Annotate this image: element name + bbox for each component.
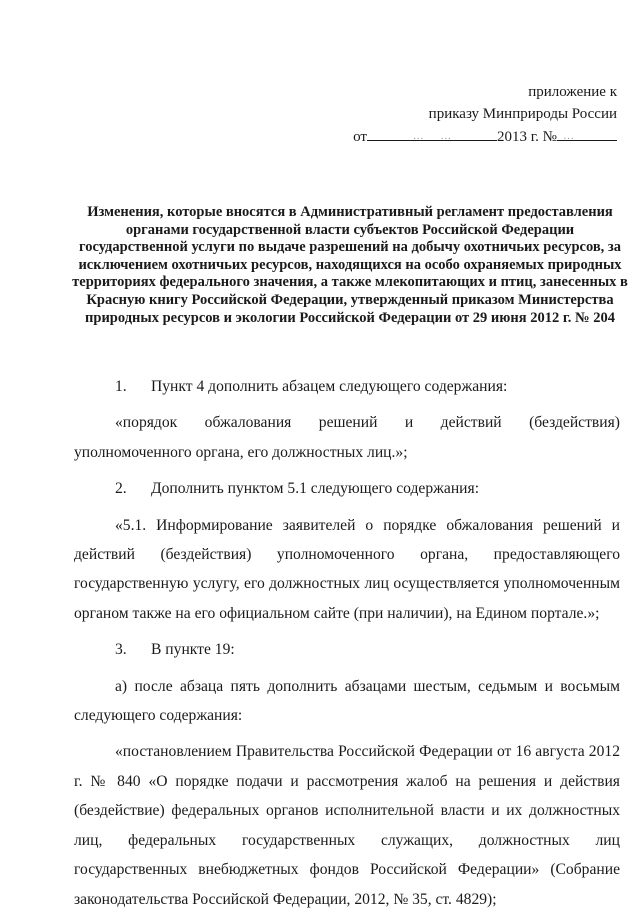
item-2-quote: «5.1. Информирование заявителей о порядке обжалования решений и действий (бездействия) уполномоченного органа, предоставляющего государственную услугу, его должностных лиц осуществляется уполномоченным органом также на его официальном сайте (при наличии), на Едином портале.»; — [74, 516, 620, 622]
appendix-line-1: приложение к — [528, 84, 617, 100]
item-1: 1. Пункт 4 дополнить абзацем следующего содержания: — [115, 378, 508, 395]
faint-date: … … — [412, 130, 452, 142]
item-3: 3. В пункте 19: — [115, 641, 235, 659]
appendix-header — [353, 81, 617, 148]
item-3a: а) после абзаца пять дополнить абзацами шестым, седьмым и восьмым следующего содержания: — [74, 677, 620, 725]
faint-order-number: … — [563, 130, 574, 142]
document-body — [74, 372, 620, 921]
date-blank — [367, 125, 497, 141]
appendix-line-2: приказу Минприроды России — [428, 106, 617, 122]
date-prefix: от — [353, 129, 367, 145]
year-number-label: 2013 г. № — [496, 129, 557, 145]
appendix-line-3 — [353, 125, 617, 148]
item-3a-quote: «постановлением Правительства Российской Федерации от 16 августа 2012 г. № 840 «О порядке подачи и рассмотрения жалоб на решения и действия (бездействие) федеральных органов исполнительной власти и их должностных лиц, федеральных государственных служащих, должностных лиц государственных внебюджетных фондов Российской Федерации» (Собрание законодательства Российской Федерации, 2012, № 35, ст. 4829); — [74, 743, 620, 908]
item-2: 2. Дополнить пунктом 5.1 следующего содержания: — [115, 480, 480, 498]
order-number-blank — [557, 125, 617, 141]
document-title: Изменения, которые вносятся в Административный регламент предоставления органами государственной власти субъектов Российской Федерации государственной услуги по выдаче разрешений на добычу охотничьих ресурсов, за исключением охотничьих ресурсов, находящихся на особо охраняемых природных территориях федерального значения, а также млекопитающих и птиц, занесенных в Красную книгу Российской Федерации, утвержденный приказом Министерства природных ресурсов и экологии Российской Федерации от 29 июня 2012 г. № 204 — [72, 204, 628, 326]
item-1-quote: «порядок обжалования решений и действий (бездействия) уполномоченного органа, его должностных лиц.»; — [74, 414, 620, 461]
